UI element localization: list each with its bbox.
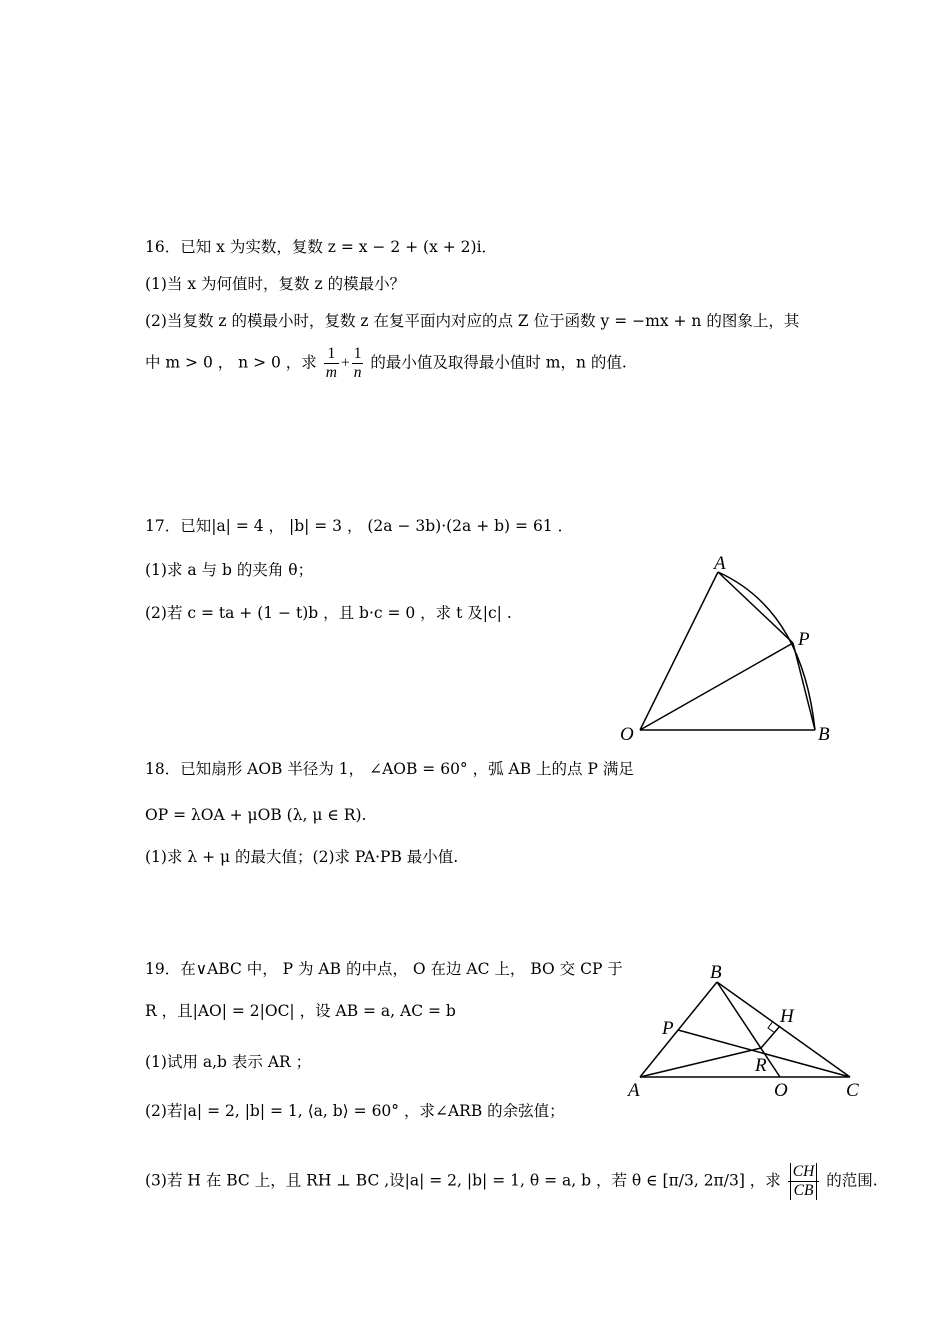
q19-stem: 19．在∨ABC 中， P 为 AB 的中点， O 在边 AC 上， BO 交 CP 于	[145, 960, 623, 978]
q16-part2-line1: (2)当复数 z 的模最小时，复数 z 在复平面内对应的点 Z 位于函数 y = −mx + n 的图象上，其	[145, 312, 800, 330]
label-P: P	[798, 629, 810, 650]
q16-part2-question: 的最小值及取得最小值时 m，n 的值.	[370, 353, 627, 372]
q19-part1: (1)试用 a,b 表示 AR ；	[145, 1053, 312, 1071]
triangle-figure	[620, 960, 870, 1105]
segment-OP	[640, 643, 793, 730]
q19-part3-text: (3)若 H 在 BC 上，且 RH ⊥ BC ,设|a| = 2, |b| = 1, θ = a, b ，若 θ ∈ [π/3, 2π/3] ，求	[145, 1171, 781, 1190]
q16-fraction-1-over-n: $\frac{1}{n}$	[353, 345, 362, 381]
label-O: O	[620, 724, 634, 745]
q19-part3-tail: 的范围.	[826, 1171, 878, 1190]
segment-AR	[640, 1048, 761, 1077]
q16-stem: 16．已知 x 为实数，复数 z = x − 2 + (x + 2)i．	[145, 238, 498, 256]
q18-parts: (1)求 λ + μ 的最大值；(2)求 PA·PB 最小值.	[145, 848, 459, 866]
q16-part1: (1)当 x 为何值时，复数 z 的模最小？	[145, 275, 406, 293]
label-P: P	[662, 1018, 674, 1039]
q16-part2-line2: 中 m > 0 ， n > 0 ，求 $\frac{1}{m}$ + $\frac{1}{n}$ 的最小值及取得最小值时 m，n 的值.	[145, 345, 627, 381]
q17-part2: (2)若 c = ta + (1 − t)b ，且 b·c = 0 ，求 t 及|c| .	[145, 604, 512, 622]
q19-part2: (2)若|a| = 2, |b| = 1, ⟨a, b⟩ = 60° ，求∠ARB 的余弦值；	[145, 1102, 565, 1120]
label-H: H	[780, 1006, 794, 1027]
q19-stem-line2: R ，且|AO| = 2|OC| ，设 AB = a, AC = b	[145, 1002, 456, 1020]
q16-part2-conditions: 中 m > 0 ， n > 0 ，求	[145, 353, 317, 372]
segment-PB	[793, 643, 815, 730]
arc-AB	[718, 572, 815, 730]
q16-fraction-1-over-m: $\frac{1}{m}$	[325, 345, 337, 381]
label-B: B	[818, 724, 830, 745]
label-R: R	[755, 1055, 767, 1076]
q18-equation: OP = λOA + μOB (λ, μ ∈ R).	[145, 806, 367, 824]
label-C: C	[846, 1080, 859, 1101]
label-A: A	[628, 1080, 640, 1101]
segment-AP	[718, 572, 793, 643]
label-B: B	[710, 962, 722, 983]
label-A: A	[714, 553, 726, 574]
q17-stem: 17．已知|a| = 4 ， |b| = 3 ， (2a − 3b)·(2a + b) = 61 ．	[145, 517, 574, 535]
segment-BC	[717, 982, 850, 1077]
q18-stem: 18．已知扇形 AOB 半径为 1， ∠AOB = 60° ，弧 AB 上的点 P 满足	[145, 760, 634, 778]
label-O: O	[774, 1080, 788, 1101]
q19-part3	[145, 1163, 878, 1200]
sector-figure	[610, 550, 850, 750]
segment-OA	[640, 572, 718, 730]
q17-part1: (1)求 a 与 b 的夹角 θ；	[145, 561, 314, 579]
q19-ratio-CH-over-CB: $\frac{CH}{CB}$	[788, 1163, 820, 1200]
